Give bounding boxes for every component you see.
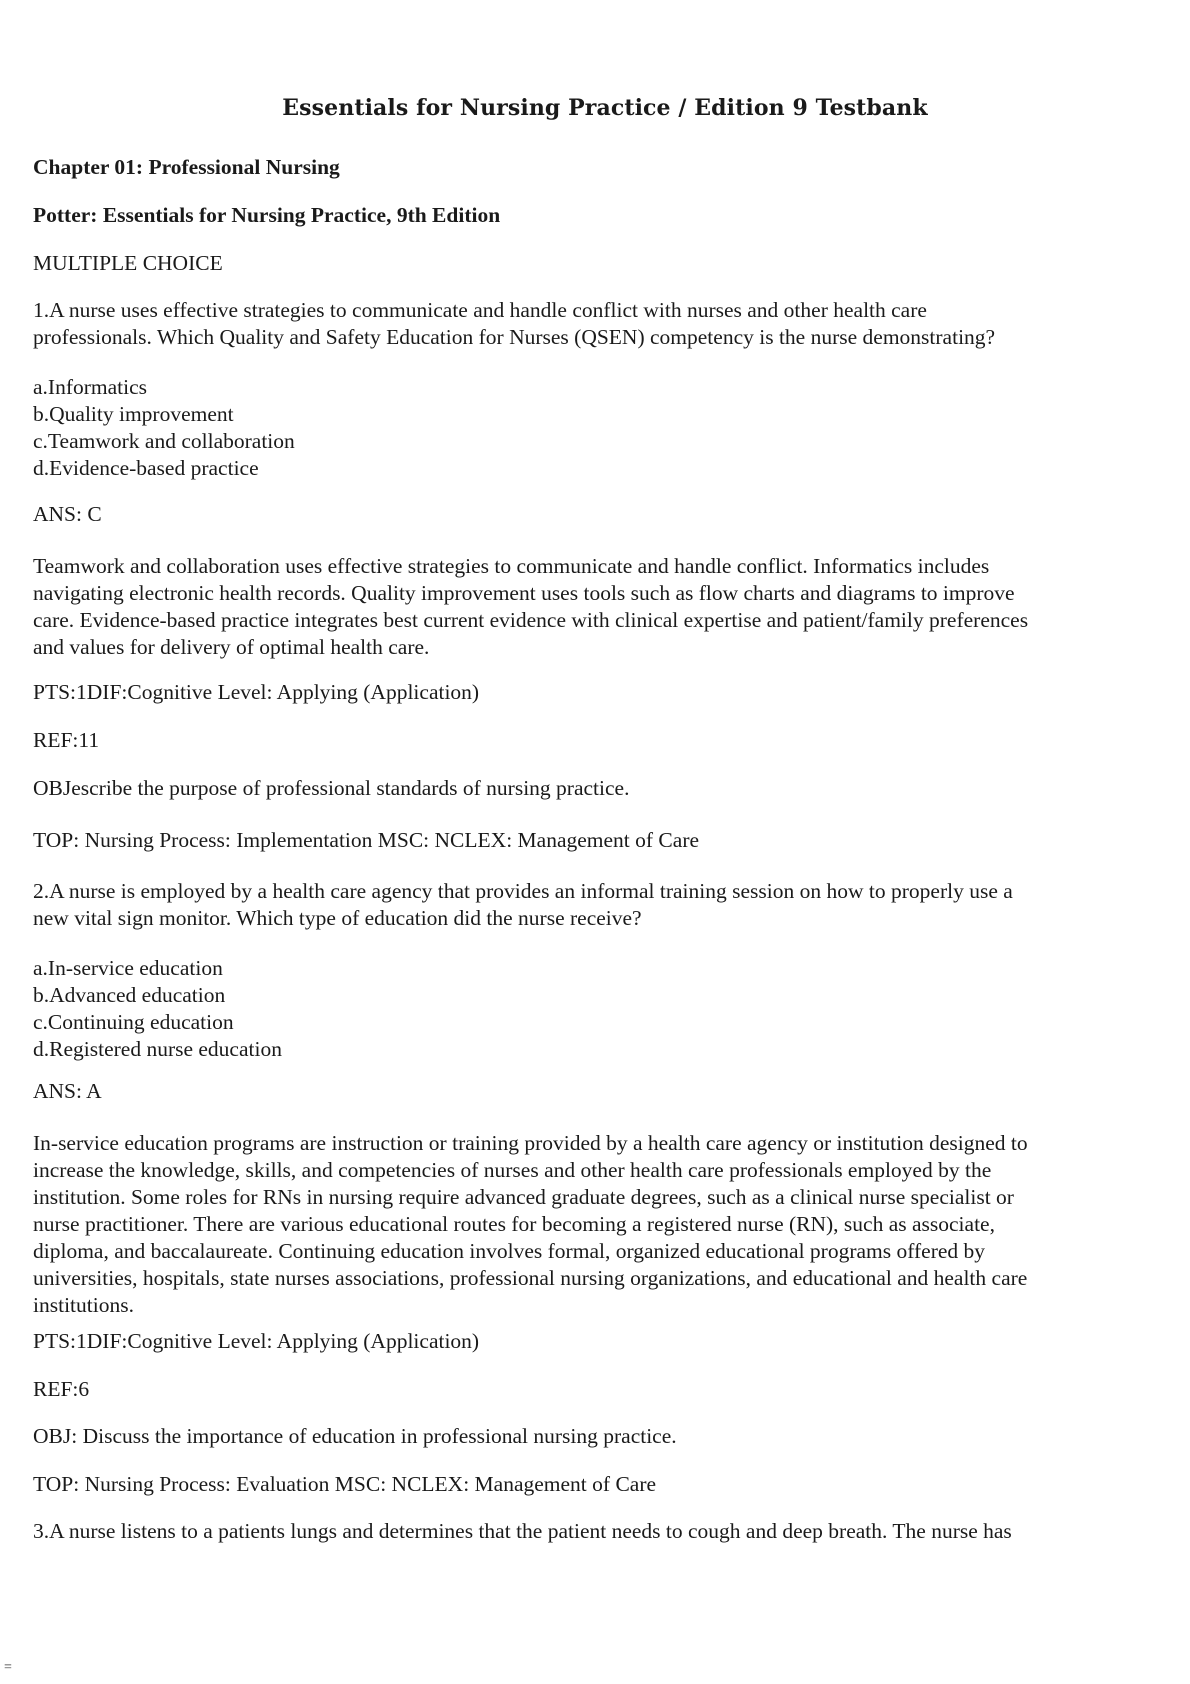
question-2-stem-line: 2.A nurse is employed by a health care agency that provides an informal training session on how to properly use a bbox=[33, 879, 1013, 903]
question-1-stem-line: professionals. Which Quality and Safety Education for Nurses (QSEN) competency is the nurse demonstrating? bbox=[33, 325, 996, 349]
question-2-rationale-line: In-service education programs are instruction or training provided by a health care agency or institution designed to bbox=[33, 1131, 1028, 1155]
document-title: Essentials for Nursing Practice / Edition 9 Testbank bbox=[282, 95, 928, 121]
question-1-rationale-line: and values for delivery of optimal health care. bbox=[33, 635, 430, 659]
question-2-rationale-line: universities, hospitals, state nurses associations, professional nursing organizations, and educational and health care bbox=[33, 1266, 1028, 1290]
question-1-option-d: d.Evidence-based practice bbox=[33, 456, 259, 480]
question-1-stem bbox=[33, 297, 1163, 351]
question-2-ref: REF:6 bbox=[33, 1377, 90, 1401]
question-1-option-a: a.Informatics bbox=[33, 375, 148, 399]
question-3-stem bbox=[33, 1518, 1163, 1545]
question-1-answer: ANS: C bbox=[33, 502, 102, 526]
section-heading: MULTIPLE CHOICE bbox=[33, 251, 223, 275]
footer-mark: = bbox=[4, 1660, 12, 1675]
question-2-rationale-line: institutions. bbox=[33, 1293, 134, 1317]
question-2-rationale bbox=[33, 1130, 1163, 1319]
book-heading: Potter: Essentials for Nursing Practice, 9th Edition bbox=[33, 203, 501, 227]
question-2-answer: ANS: A bbox=[33, 1079, 102, 1103]
question-1-pts: PTS:1DIF:Cognitive Level: Applying (Application) bbox=[33, 680, 480, 704]
question-2-rationale-line: nurse practitioner. There are various educational routes for becoming a registered nurse (RN), such as associate, bbox=[33, 1212, 995, 1236]
question-2-stem-line: new vital sign monitor. Which type of education did the nurse receive? bbox=[33, 906, 642, 930]
question-2-option-d: d.Registered nurse education bbox=[33, 1037, 282, 1061]
question-2-stem bbox=[33, 878, 1163, 932]
question-2-rationale-line: diploma, and baccalaureate. Continuing education involves formal, organized educational programs offered by bbox=[33, 1239, 986, 1263]
question-2-rationale-line: institution. Some roles for RNs in nursing require advanced graduate degrees, such as a clinical nurse specialist or bbox=[33, 1185, 1014, 1209]
question-2-option-a: a.In-service education bbox=[33, 956, 223, 980]
chapter-heading: Chapter 01: Professional Nursing bbox=[33, 155, 340, 179]
question-2-options bbox=[33, 955, 282, 1063]
question-2-option-b: b.Advanced education bbox=[33, 983, 226, 1007]
question-1-rationale-line: navigating electronic health records. Quality improvement uses tools such as flow charts and diagrams to improve bbox=[33, 581, 1015, 605]
question-1-option-b: b.Quality improvement bbox=[33, 402, 234, 426]
question-1-obj: OBJescribe the purpose of professional standards of nursing practice. bbox=[33, 776, 630, 800]
question-3-stem-line: 3.A nurse listens to a patients lungs and determines that the patient needs to cough and deep breath. The nurse has bbox=[33, 1519, 1012, 1543]
question-2-rationale-line: increase the knowledge, skills, and competencies of nurses and other health care professionals employed by the bbox=[33, 1158, 992, 1182]
question-1-rationale-line: care. Evidence-based practice integrates best current evidence with clinical expertise and patient/family preferences bbox=[33, 608, 1029, 632]
question-2-pts: PTS:1DIF:Cognitive Level: Applying (Application) bbox=[33, 1329, 480, 1353]
question-1-top: TOP: Nursing Process: Implementation MSC: NCLEX: Management of Care bbox=[33, 828, 700, 852]
question-1-ref: REF:11 bbox=[33, 728, 100, 752]
question-2-top: TOP: Nursing Process: Evaluation MSC: NCLEX: Management of Care bbox=[33, 1472, 657, 1496]
question-1-rationale bbox=[33, 553, 1163, 661]
question-1-rationale-line: Teamwork and collaboration uses effective strategies to communicate and handle conflict. Informatics includes bbox=[33, 554, 990, 578]
question-2-obj: OBJ: Discuss the importance of education in professional nursing practice. bbox=[33, 1424, 677, 1448]
question-1-options bbox=[33, 374, 295, 482]
question-1-option-c: c.Teamwork and collaboration bbox=[33, 429, 295, 453]
question-1-stem-line: 1.A nurse uses effective strategies to communicate and handle conflict with nurses and other health care bbox=[33, 298, 927, 322]
question-2-option-c: c.Continuing education bbox=[33, 1010, 234, 1034]
